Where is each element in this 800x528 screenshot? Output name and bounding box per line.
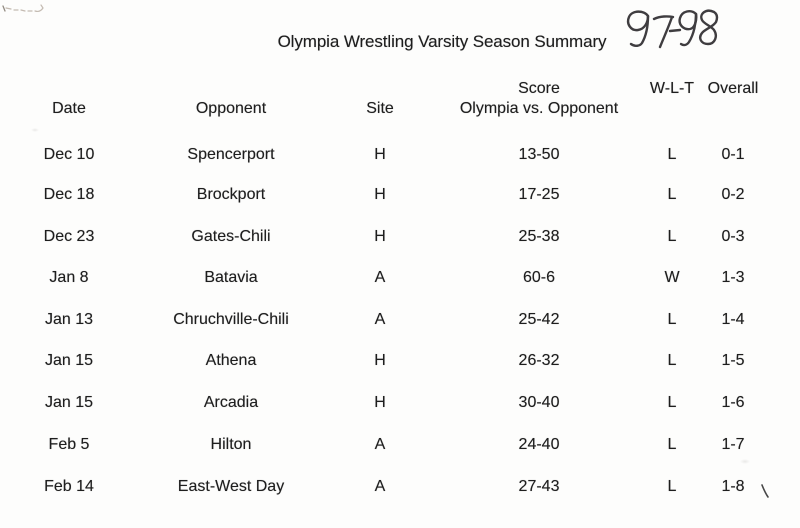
cell-site: H — [374, 228, 386, 245]
cell-wlt: L — [667, 478, 677, 495]
cell-opponent: Chruchville-Chili — [173, 311, 289, 328]
cell-wlt: L — [667, 394, 677, 411]
table-row — [0, 185, 800, 205]
cell-date: Dec 10 — [43, 146, 95, 163]
document-title: Olympia Wrestling Varsity Season Summary — [277, 32, 607, 51]
table-row — [0, 393, 800, 413]
cell-site: H — [374, 394, 386, 411]
cell-date: Jan 13 — [44, 311, 94, 328]
scan-smudge — [31, 128, 39, 132]
cell-overall: 1-8 — [721, 478, 745, 495]
cell-date: Dec 23 — [43, 228, 95, 245]
pen-scribble-artifact — [2, 2, 54, 16]
table-row — [0, 145, 800, 165]
cell-date: Jan 15 — [44, 352, 94, 369]
column-header-site: Site — [366, 100, 394, 117]
cell-score: 25-42 — [518, 311, 560, 328]
table-row — [0, 435, 800, 455]
cell-opponent: Gates-Chili — [191, 228, 271, 245]
cell-overall: 0-3 — [721, 228, 745, 245]
cell-opponent: Batavia — [204, 269, 258, 286]
cell-score: 25-38 — [518, 228, 560, 245]
column-header-wlt: W-L-T — [649, 80, 695, 97]
cell-opponent: Arcadia — [203, 394, 259, 411]
cell-site: A — [374, 311, 386, 328]
column-header-opponent: Opponent — [195, 100, 267, 117]
cell-date: Feb 5 — [48, 436, 90, 453]
cell-opponent: Brockport — [196, 186, 266, 203]
cell-date: Jan 8 — [49, 269, 89, 286]
cell-date: Feb 14 — [44, 478, 94, 495]
table-row — [0, 227, 800, 247]
cell-score: 24-40 — [518, 436, 560, 453]
cell-overall: 0-1 — [721, 146, 745, 163]
cell-overall: 1-5 — [721, 352, 745, 369]
cell-overall: 1-7 — [721, 436, 745, 453]
cell-opponent: Hilton — [210, 436, 252, 453]
table-row — [0, 268, 800, 288]
cell-site: A — [374, 269, 386, 286]
cell-overall: 1-6 — [721, 394, 745, 411]
column-header-date: Date — [52, 100, 86, 117]
table-row — [0, 477, 800, 497]
cell-site: A — [374, 436, 386, 453]
column-header-score-line1: Score — [518, 80, 560, 97]
column-header-score-line2: Olympia vs. Opponent — [459, 100, 619, 117]
cell-wlt: L — [667, 436, 677, 453]
cell-date: Dec 18 — [43, 186, 95, 203]
pen-mark-artifact — [758, 481, 772, 501]
cell-opponent: Spencerport — [187, 146, 275, 163]
cell-opponent: Athena — [205, 352, 257, 369]
cell-site: A — [374, 478, 386, 495]
table-row — [0, 310, 800, 330]
cell-site: H — [374, 352, 386, 369]
cell-wlt: L — [667, 146, 677, 163]
cell-score: 30-40 — [518, 394, 560, 411]
cell-score: 60-6 — [522, 269, 556, 286]
column-header-overall: Overall — [707, 80, 759, 97]
cell-wlt: L — [667, 352, 677, 369]
cell-score: 27-43 — [518, 478, 560, 495]
cell-overall: 0-2 — [721, 186, 745, 203]
table-row — [0, 351, 800, 371]
cell-score: 26-32 — [518, 352, 560, 369]
cell-overall: 1-3 — [721, 269, 745, 286]
cell-opponent: East-West Day — [177, 478, 285, 495]
cell-score: 17-25 — [518, 186, 560, 203]
scan-smudge — [740, 459, 750, 464]
cell-date: Jan 15 — [44, 394, 94, 411]
cell-site: H — [374, 186, 386, 203]
cell-wlt: L — [667, 311, 677, 328]
cell-overall: 1-4 — [721, 311, 745, 328]
cell-score: 13-50 — [518, 146, 560, 163]
cell-wlt: W — [664, 269, 680, 286]
cell-wlt: L — [667, 228, 677, 245]
cell-site: H — [374, 146, 386, 163]
cell-wlt: L — [667, 186, 677, 203]
handwritten-season-note — [618, 6, 728, 54]
